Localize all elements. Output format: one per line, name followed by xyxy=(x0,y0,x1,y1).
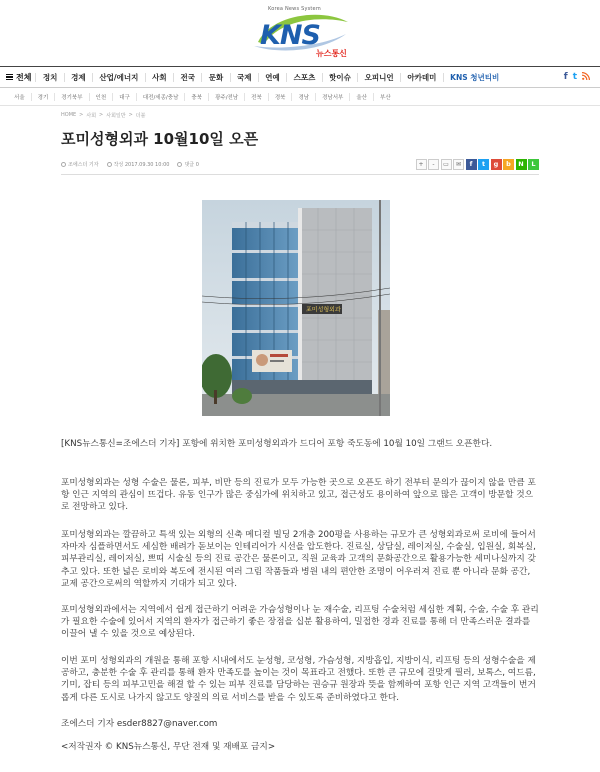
breadcrumb-double[interactable]: 더블 xyxy=(135,113,146,119)
menu-icon xyxy=(6,74,13,80)
nav-all-button[interactable] xyxy=(6,72,31,83)
share-google-button[interactable]: g xyxy=(491,159,502,170)
nav-item-sports[interactable]: 스포츠 xyxy=(286,73,322,82)
share-blog-button[interactable]: b xyxy=(503,159,514,170)
nav-item-culture[interactable]: 문화 xyxy=(201,73,229,82)
article-paragraph: 포미성형외과는 깔끔하고 특색 있는 외형의 신축 메디컬 빌딩 2개층 200평을 사용하는 규모가 큰 성형외과로써 로비에 들어서자마자 심플하면서도 세심한 배려가 돋보이는 인테리어가 시선을 압도한다. 진료실, 상담실, 레이저실, 수술실, 입원실, 회복실, 피부관리실, 레이저실, 쁘띠 시술실 등의 진료 공간은 물론이고, 직원 교육과 고객의 문화공간으로 활용가능한 세미나실까지 갖추고 있다. 또한 넓은 로비와 복도에 전시된 여러 그림 작품들과 병원 내의 편안한 조명이 어우러져 진료 뿐 아니라 문화 공간, 교제 공간으로써의 역할까지 기대가 되고 있다. xyxy=(61,530,536,589)
region-busan[interactable]: 부산 xyxy=(373,93,397,101)
nav-item-hot-issue[interactable]: 핫이슈 xyxy=(322,73,358,82)
print-button[interactable]: ▭ xyxy=(441,159,452,170)
logo-tagline: Korea News System xyxy=(268,6,321,12)
comment-count: 댓글 0 xyxy=(184,161,199,168)
article-paragraph-lead: [KNS뉴스통신=조에스더 기자] 포항에 위치한 포미성형외과가 드디어 포항 죽도동에 10월 10일 그랜드 오픈한다. xyxy=(61,439,493,449)
nav-item-economy[interactable]: 경제 xyxy=(64,73,92,82)
region-gyeongnam[interactable]: 경남 xyxy=(291,93,315,101)
article-tools xyxy=(416,159,540,170)
breadcrumb-sep: > xyxy=(128,112,133,118)
reporter-info xyxy=(61,161,99,168)
nav-item-academy[interactable]: 아카데미 xyxy=(400,73,443,82)
user-icon xyxy=(61,162,66,167)
article-meta xyxy=(61,158,539,170)
share-facebook-button[interactable]: f xyxy=(466,159,477,170)
nav-item-society[interactable]: 사회 xyxy=(145,73,173,82)
article-copyright: <저작권자 © KNS뉴스통신, 무단 전재 및 재배포 금지> xyxy=(61,742,276,752)
breadcrumb xyxy=(61,112,145,119)
comment-info xyxy=(177,161,198,168)
nav-item-politics[interactable]: 정치 xyxy=(35,73,63,82)
nav-all-label: 전체 xyxy=(16,72,32,82)
nav-item-national[interactable]: 전국 xyxy=(173,73,201,82)
article-photo xyxy=(202,200,390,416)
article-paragraph: 포미성형외과에서는 지역에서 쉽게 접근하기 어려운 가슴성형이나 눈 재수술, 리프팅 수술처럼 세심한 계획, 수술, 수술 후 관리가 필요한 수술에 있어서 지역의 환자가 접근하기 좋은 장점을 십분 활용하여, 밀접한 경과 진료를 통해 더 만족스러운 결과를 이끌어 낼 수 있을 것으로 예상된다. xyxy=(61,605,539,640)
font-decrease-button[interactable]: - xyxy=(428,159,439,170)
share-line-button[interactable]: L xyxy=(528,159,539,170)
article-date: 작성 2017.09.30 10:00 xyxy=(113,161,170,168)
region-gyeonggi-north[interactable]: 경기북부 xyxy=(54,93,88,101)
breadcrumb-sep: > xyxy=(79,112,84,118)
region-gwangju[interactable]: 광주/전남 xyxy=(208,93,244,101)
region-incheon[interactable]: 인천 xyxy=(89,93,113,101)
region-jeonbuk[interactable]: 전북 xyxy=(244,93,268,101)
twitter-icon[interactable]: t xyxy=(572,72,577,82)
logo-subtitle: 뉴스통신 xyxy=(316,49,347,58)
nav-item-opinion[interactable]: 오피니언 xyxy=(357,73,400,82)
nav-item-industry[interactable]: 산업/에너지 xyxy=(92,73,145,82)
nav-item-international[interactable]: 국제 xyxy=(230,73,258,82)
building-illustration xyxy=(202,200,390,416)
comment-icon xyxy=(177,162,182,167)
region-daegu[interactable]: 대구 xyxy=(112,93,136,101)
article-paragraph: 이번 포미 성형외과의 개원을 통해 포항 시내에서도 눈성형, 코성형, 가슴성형, 지방흡입, 지방이식, 리프팅 등의 성형수술을 제공하고, 충분한 수술 후 관리를 통해 환자 만족도를 높이는 것이 목표라고 전했다. 또한 큰 규모에 걸맞게 필러, 보톡스, 여드름, 기미, 잡티 등의 피부고민을 해결 할 수 있는 피부 진료를 담당하는 권승규 원장과 뜻을 함께하여 포항 인근 지역 고객들이 번거롭게 다른 도시로 나가지 않고도 양질의 의료 서비스를 받을 수 있도록 준비하였다고 한다. xyxy=(61,656,536,703)
region-gyeonggi[interactable]: 경기 xyxy=(31,93,55,101)
facebook-icon[interactable]: f xyxy=(563,72,568,82)
email-button[interactable]: ✉ xyxy=(453,159,464,170)
nav-item-entertainment[interactable]: 연예 xyxy=(258,73,286,82)
share-naver-button[interactable]: N xyxy=(516,159,527,170)
main-nav xyxy=(0,66,600,88)
region-nav xyxy=(0,89,600,106)
breadcrumb-society[interactable]: 사회 xyxy=(86,113,97,119)
region-daejeon[interactable]: 대전/세종/충남 xyxy=(136,93,185,101)
region-gyeongbuk[interactable]: 경북 xyxy=(268,93,292,101)
logo-name: KNS xyxy=(260,20,320,51)
clock-icon xyxy=(107,162,112,167)
meta-divider xyxy=(61,174,539,175)
region-seoul[interactable]: 서울 xyxy=(14,95,25,101)
region-gyeongnam-west[interactable]: 경남서부 xyxy=(315,93,349,101)
nav-item-youth-tv[interactable]: KNS 청년티비 xyxy=(443,73,506,82)
reporter-name: 조에스더 기자 xyxy=(68,161,99,168)
share-twitter-button[interactable]: t xyxy=(478,159,489,170)
social-links xyxy=(564,72,600,83)
date-info xyxy=(107,161,170,168)
breadcrumb-home[interactable]: HOME xyxy=(61,112,77,118)
building-sign: 포미성형외과 xyxy=(306,306,341,314)
breadcrumb-society-general[interactable]: 사회일반 xyxy=(106,113,126,119)
region-chungbuk[interactable]: 충북 xyxy=(184,93,208,101)
font-increase-button[interactable]: + xyxy=(416,159,427,170)
breadcrumb-sep: > xyxy=(99,112,104,118)
rss-icon[interactable] xyxy=(582,72,590,83)
region-ulsan[interactable]: 울산 xyxy=(349,93,373,101)
article-title: 포미성형외과 10월10일 오픈 xyxy=(61,130,259,148)
site-logo[interactable] xyxy=(248,6,358,60)
article-byline: 조에스더 기자 esder8827@naver.com xyxy=(61,719,218,729)
article-paragraph: 포미성형외과는 성형 수술은 물론, 피부, 비만 등의 진료가 모두 가능한 곳으로 오픈도 하기 전부터 문의가 끊이지 않을 만큼 포항 인근 지역의 관심이 뜨겁다. 유동 인구가 많은 중심가에 위치하고 있고, 접근성도 용이하여 앞으로 많은 고객이 방문할 것으로 전망하고 있다. xyxy=(61,478,536,513)
